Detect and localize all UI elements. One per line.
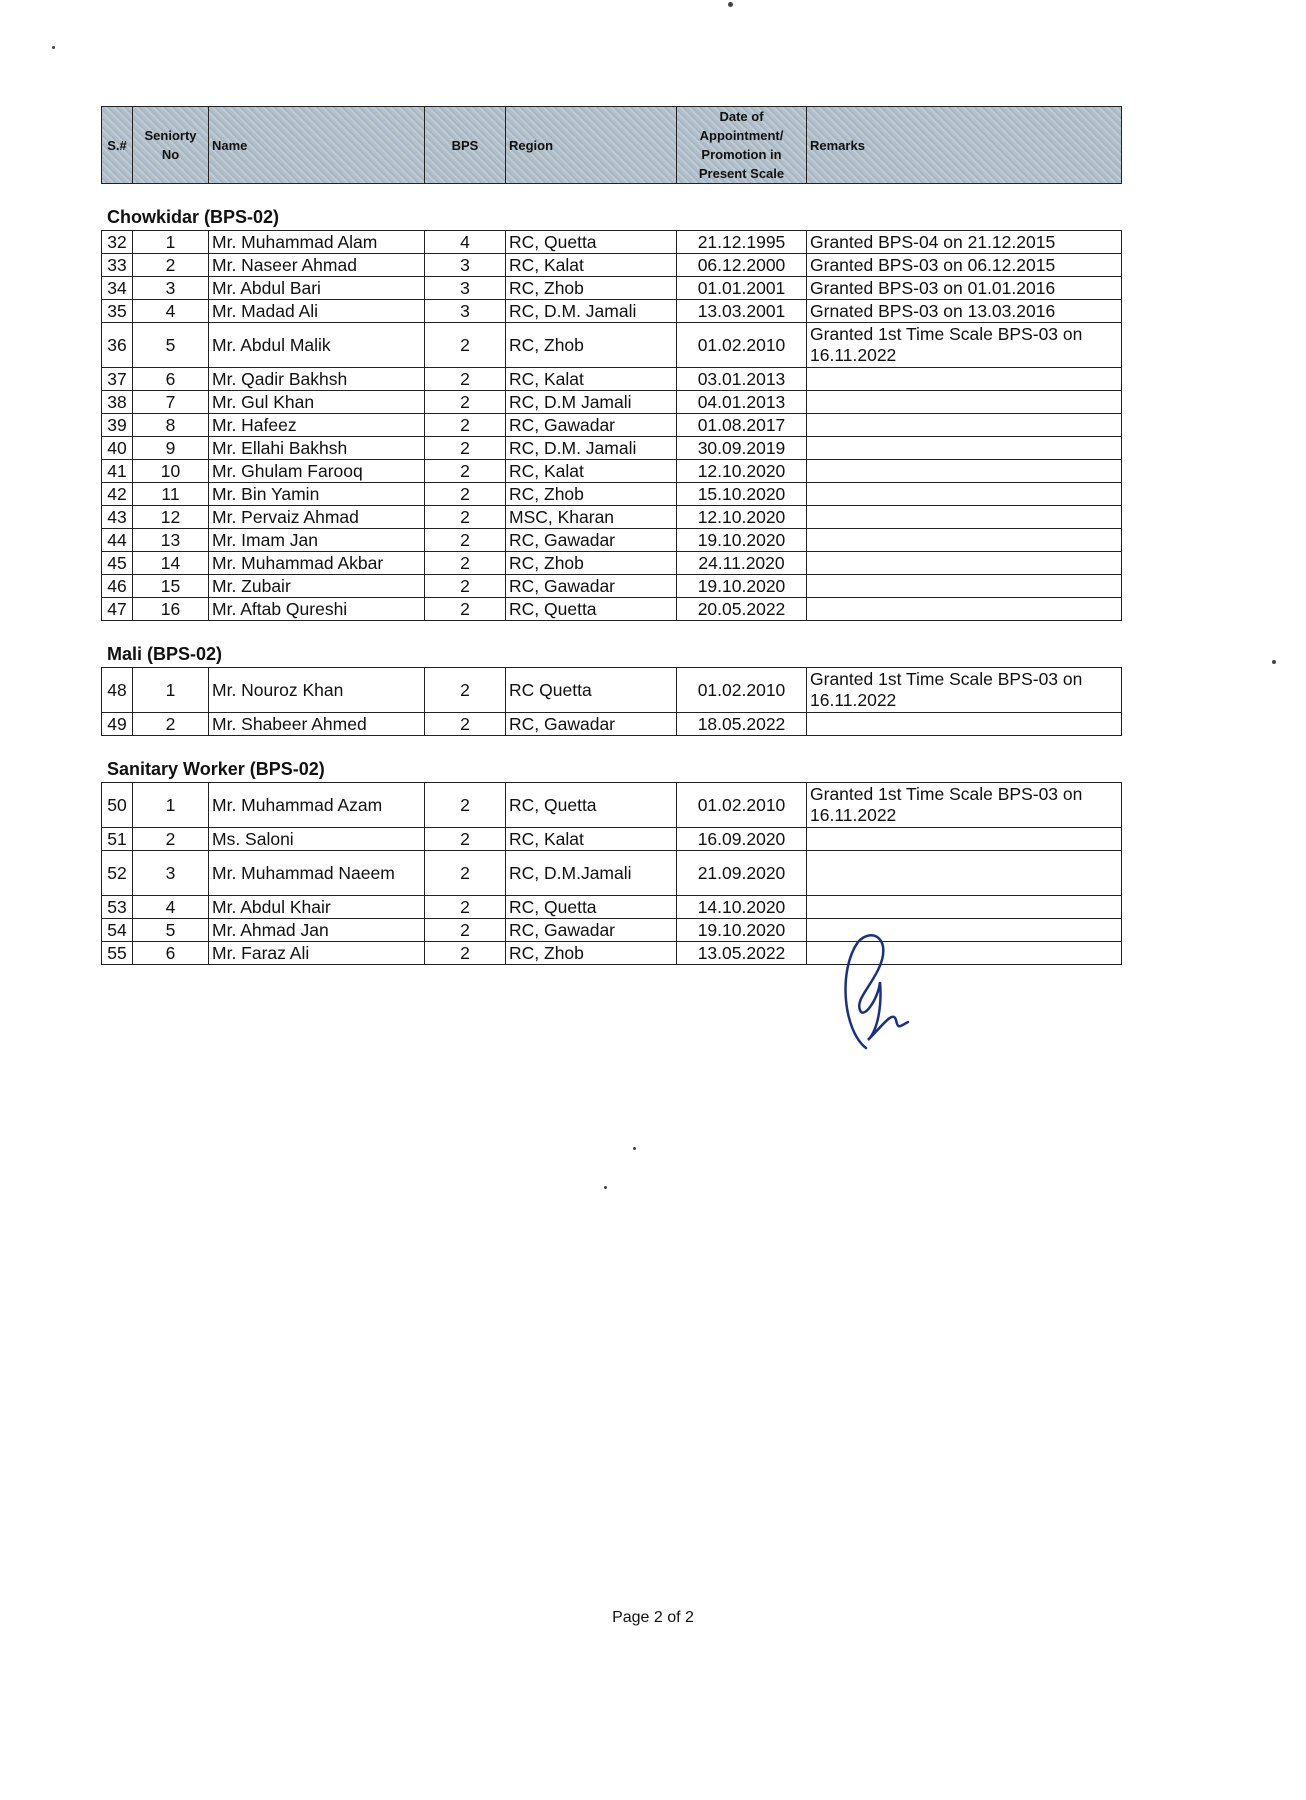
cell-region: RC, Kalat — [506, 368, 677, 391]
cell-sen: 6 — [133, 942, 209, 965]
cell-remarks — [807, 598, 1122, 621]
cell-region: RC, Kalat — [506, 254, 677, 277]
cell-name: Mr. Qadir Bakhsh — [209, 368, 425, 391]
cell-name: Mr. Madad Ali — [209, 300, 425, 323]
cell-date: 19.10.2020 — [677, 529, 807, 552]
cell-bps: 2 — [425, 552, 506, 575]
cell-sen: 2 — [133, 828, 209, 851]
cell-remarks — [807, 851, 1122, 896]
table-row — [102, 506, 1122, 529]
cell-bps: 3 — [425, 277, 506, 300]
cell-remarks: Granted BPS-04 on 21.12.2015 — [807, 231, 1122, 254]
table-row — [102, 483, 1122, 506]
cell-date: 03.01.2013 — [677, 368, 807, 391]
cell-region: RC, Quetta — [506, 231, 677, 254]
cell-date: 24.11.2020 — [677, 552, 807, 575]
cell-region: RC, Gawadar — [506, 919, 677, 942]
cell-sen: 7 — [133, 391, 209, 414]
cell-region: RC, D.M. Jamali — [506, 300, 677, 323]
table-row — [102, 919, 1122, 942]
table-row — [102, 529, 1122, 552]
cell-remarks — [807, 368, 1122, 391]
cell-sno: 42 — [102, 483, 133, 506]
cell-date: 13.05.2022 — [677, 942, 807, 965]
cell-bps: 2 — [425, 828, 506, 851]
cell-sno: 54 — [102, 919, 133, 942]
cell-sno: 32 — [102, 231, 133, 254]
cell-sen: 2 — [133, 713, 209, 736]
table-row — [102, 783, 1122, 828]
section-table — [101, 782, 1122, 965]
sections-container — [101, 206, 1121, 965]
table-row — [102, 277, 1122, 300]
scan-speck — [728, 2, 733, 7]
cell-name: Mr. Zubair — [209, 575, 425, 598]
cell-name: Mr. Muhammad Naeem — [209, 851, 425, 896]
cell-date: 16.09.2020 — [677, 828, 807, 851]
col-region: Region — [506, 107, 677, 184]
cell-sen: 2 — [133, 254, 209, 277]
table-row — [102, 575, 1122, 598]
cell-remarks — [807, 713, 1122, 736]
cell-sen: 3 — [133, 851, 209, 896]
cell-bps: 2 — [425, 783, 506, 828]
table-row — [102, 254, 1122, 277]
table-row — [102, 598, 1122, 621]
cell-sen: 4 — [133, 300, 209, 323]
cell-sno: 39 — [102, 414, 133, 437]
col-seniority: Seniorty No — [133, 107, 209, 184]
cell-date: 01.02.2010 — [677, 323, 807, 368]
cell-sen: 13 — [133, 529, 209, 552]
table-row — [102, 460, 1122, 483]
scan-speck — [604, 1186, 607, 1189]
table-row — [102, 368, 1122, 391]
cell-remarks — [807, 414, 1122, 437]
section-title: Chowkidar (BPS-02) — [107, 207, 280, 227]
cell-region: RC, D.M Jamali — [506, 391, 677, 414]
cell-date: 14.10.2020 — [677, 896, 807, 919]
cell-sen: 1 — [133, 783, 209, 828]
cell-name: Mr. Faraz Ali — [209, 942, 425, 965]
cell-name: Mr. Pervaiz Ahmad — [209, 506, 425, 529]
cell-name: Mr. Imam Jan — [209, 529, 425, 552]
cell-sno: 38 — [102, 391, 133, 414]
cell-date: 01.02.2010 — [677, 783, 807, 828]
table-row — [102, 414, 1122, 437]
cell-region: RC, Zhob — [506, 323, 677, 368]
cell-name: Mr. Aftab Qureshi — [209, 598, 425, 621]
table-row — [102, 323, 1122, 368]
table-row — [102, 668, 1122, 713]
cell-remarks — [807, 460, 1122, 483]
cell-sno: 49 — [102, 713, 133, 736]
cell-date: 06.12.2000 — [677, 254, 807, 277]
cell-remarks — [807, 828, 1122, 851]
cell-region: RC, Zhob — [506, 483, 677, 506]
cell-name: Mr. Ghulam Farooq — [209, 460, 425, 483]
cell-date: 30.09.2019 — [677, 437, 807, 460]
col-bps: BPS — [425, 107, 506, 184]
cell-region: RC, Gawadar — [506, 414, 677, 437]
cell-remarks: Granted 1st Time Scale BPS-03 on 16.11.2022 — [807, 783, 1122, 828]
cell-region: RC, Gawadar — [506, 713, 677, 736]
scan-speck — [633, 1147, 636, 1150]
cell-date: 15.10.2020 — [677, 483, 807, 506]
cell-name: Mr. Abdul Bari — [209, 277, 425, 300]
cell-region: RC, Zhob — [506, 277, 677, 300]
cell-sno: 40 — [102, 437, 133, 460]
cell-date: 21.12.1995 — [677, 231, 807, 254]
cell-sen: 9 — [133, 437, 209, 460]
cell-bps: 2 — [425, 368, 506, 391]
cell-sno: 35 — [102, 300, 133, 323]
cell-date: 01.02.2010 — [677, 668, 807, 713]
cell-sno: 41 — [102, 460, 133, 483]
cell-sen: 1 — [133, 668, 209, 713]
cell-name: Mr. Muhammad Akbar — [209, 552, 425, 575]
cell-bps: 2 — [425, 713, 506, 736]
cell-remarks: Granted BPS-03 on 06.12.2015 — [807, 254, 1122, 277]
cell-sno: 36 — [102, 323, 133, 368]
cell-bps: 2 — [425, 437, 506, 460]
cell-region: RC, Quetta — [506, 598, 677, 621]
table-row — [102, 896, 1122, 919]
cell-bps: 2 — [425, 919, 506, 942]
cell-bps: 2 — [425, 391, 506, 414]
cell-bps: 3 — [425, 254, 506, 277]
cell-name: Mr. Muhammad Alam — [209, 231, 425, 254]
cell-sen: 12 — [133, 506, 209, 529]
cell-sno: 50 — [102, 783, 133, 828]
cell-remarks: Granted 1st Time Scale BPS-03 on 16.11.2022 — [807, 323, 1122, 368]
cell-sen: 5 — [133, 919, 209, 942]
cell-sno: 55 — [102, 942, 133, 965]
section-title: Sanitary Worker (BPS-02) — [107, 759, 325, 779]
cell-bps: 2 — [425, 506, 506, 529]
cell-name: Mr. Abdul Khair — [209, 896, 425, 919]
cell-region: RC, Zhob — [506, 552, 677, 575]
cell-date: 01.01.2001 — [677, 277, 807, 300]
cell-remarks — [807, 506, 1122, 529]
cell-sen: 5 — [133, 323, 209, 368]
cell-sno: 48 — [102, 668, 133, 713]
cell-date: 20.05.2022 — [677, 598, 807, 621]
seniority-list — [101, 106, 1121, 965]
section-table — [101, 230, 1122, 621]
cell-name: Mr. Bin Yamin — [209, 483, 425, 506]
cell-sen: 14 — [133, 552, 209, 575]
table-row — [102, 828, 1122, 851]
cell-sen: 1 — [133, 231, 209, 254]
cell-date: 19.10.2020 — [677, 575, 807, 598]
cell-remarks: Grnated BPS-03 on 13.03.2016 — [807, 300, 1122, 323]
cell-bps: 4 — [425, 231, 506, 254]
cell-region: RC Quetta — [506, 668, 677, 713]
cell-sno: 53 — [102, 896, 133, 919]
signature — [838, 930, 928, 1050]
cell-sen: 11 — [133, 483, 209, 506]
cell-sno: 33 — [102, 254, 133, 277]
col-remarks: Remarks — [807, 107, 1122, 184]
page-footer: Page 2 of 2 — [612, 1609, 694, 1626]
cell-name: Mr. Gul Khan — [209, 391, 425, 414]
cell-bps: 2 — [425, 942, 506, 965]
cell-region: RC, Zhob — [506, 942, 677, 965]
cell-name: Mr. Ahmad Jan — [209, 919, 425, 942]
cell-date: 12.10.2020 — [677, 506, 807, 529]
cell-bps: 3 — [425, 300, 506, 323]
cell-bps: 2 — [425, 414, 506, 437]
cell-sen: 15 — [133, 575, 209, 598]
cell-region: RC, Kalat — [506, 460, 677, 483]
scan-speck — [52, 46, 55, 49]
cell-sno: 52 — [102, 851, 133, 896]
cell-date: 01.08.2017 — [677, 414, 807, 437]
cell-bps: 2 — [425, 460, 506, 483]
scan-speck — [1272, 660, 1276, 664]
cell-remarks: Granted BPS-03 on 01.01.2016 — [807, 277, 1122, 300]
cell-name: Mr. Hafeez — [209, 414, 425, 437]
header-row — [102, 107, 1122, 184]
cell-date: 12.10.2020 — [677, 460, 807, 483]
cell-sen: 3 — [133, 277, 209, 300]
cell-date: 04.01.2013 — [677, 391, 807, 414]
cell-sen: 6 — [133, 368, 209, 391]
cell-region: RC, D.M. Jamali — [506, 437, 677, 460]
cell-bps: 2 — [425, 575, 506, 598]
cell-region: RC, Quetta — [506, 896, 677, 919]
cell-name: Ms. Saloni — [209, 828, 425, 851]
cell-bps: 2 — [425, 323, 506, 368]
cell-bps: 2 — [425, 529, 506, 552]
section-table — [101, 667, 1122, 736]
cell-region: RC, Gawadar — [506, 529, 677, 552]
cell-remarks: Granted 1st Time Scale BPS-03 on 16.11.2022 — [807, 668, 1122, 713]
col-sno: S.# — [102, 107, 133, 184]
cell-name: Mr. Nouroz Khan — [209, 668, 425, 713]
cell-region: RC, D.M.Jamali — [506, 851, 677, 896]
cell-sno: 46 — [102, 575, 133, 598]
table-row — [102, 391, 1122, 414]
cell-remarks — [807, 529, 1122, 552]
col-date: Date of Appointment/ Promotion in Present Scale — [677, 107, 807, 184]
table-row — [102, 942, 1122, 965]
cell-sen: 16 — [133, 598, 209, 621]
cell-sno: 43 — [102, 506, 133, 529]
cell-region: RC, Gawadar — [506, 575, 677, 598]
table-row — [102, 713, 1122, 736]
cell-name: Mr. Muhammad Azam — [209, 783, 425, 828]
header-table — [101, 106, 1122, 184]
table-row — [102, 552, 1122, 575]
cell-region: RC, Quetta — [506, 783, 677, 828]
table-row — [102, 300, 1122, 323]
cell-sen: 8 — [133, 414, 209, 437]
table-row — [102, 437, 1122, 460]
cell-sno: 37 — [102, 368, 133, 391]
cell-date: 19.10.2020 — [677, 919, 807, 942]
cell-date: 21.09.2020 — [677, 851, 807, 896]
cell-remarks — [807, 437, 1122, 460]
cell-sno: 44 — [102, 529, 133, 552]
col-name: Name — [209, 107, 425, 184]
cell-remarks — [807, 552, 1122, 575]
cell-name: Mr. Shabeer Ahmed — [209, 713, 425, 736]
cell-sno: 34 — [102, 277, 133, 300]
cell-remarks — [807, 483, 1122, 506]
cell-sen: 4 — [133, 896, 209, 919]
table-row — [102, 851, 1122, 896]
cell-bps: 2 — [425, 598, 506, 621]
cell-remarks — [807, 896, 1122, 919]
cell-name: Mr. Abdul Malik — [209, 323, 425, 368]
cell-bps: 2 — [425, 483, 506, 506]
cell-name: Mr. Naseer Ahmad — [209, 254, 425, 277]
cell-date: 18.05.2022 — [677, 713, 807, 736]
cell-remarks — [807, 575, 1122, 598]
cell-name: Mr. Ellahi Bakhsh — [209, 437, 425, 460]
cell-bps: 2 — [425, 896, 506, 919]
cell-bps: 2 — [425, 851, 506, 896]
cell-region: MSC, Kharan — [506, 506, 677, 529]
cell-region: RC, Kalat — [506, 828, 677, 851]
cell-bps: 2 — [425, 668, 506, 713]
cell-sno: 51 — [102, 828, 133, 851]
cell-date: 13.03.2001 — [677, 300, 807, 323]
cell-sen: 10 — [133, 460, 209, 483]
cell-sno: 47 — [102, 598, 133, 621]
table-row — [102, 231, 1122, 254]
cell-sno: 45 — [102, 552, 133, 575]
section-title: Mali (BPS-02) — [107, 644, 223, 664]
cell-remarks — [807, 391, 1122, 414]
